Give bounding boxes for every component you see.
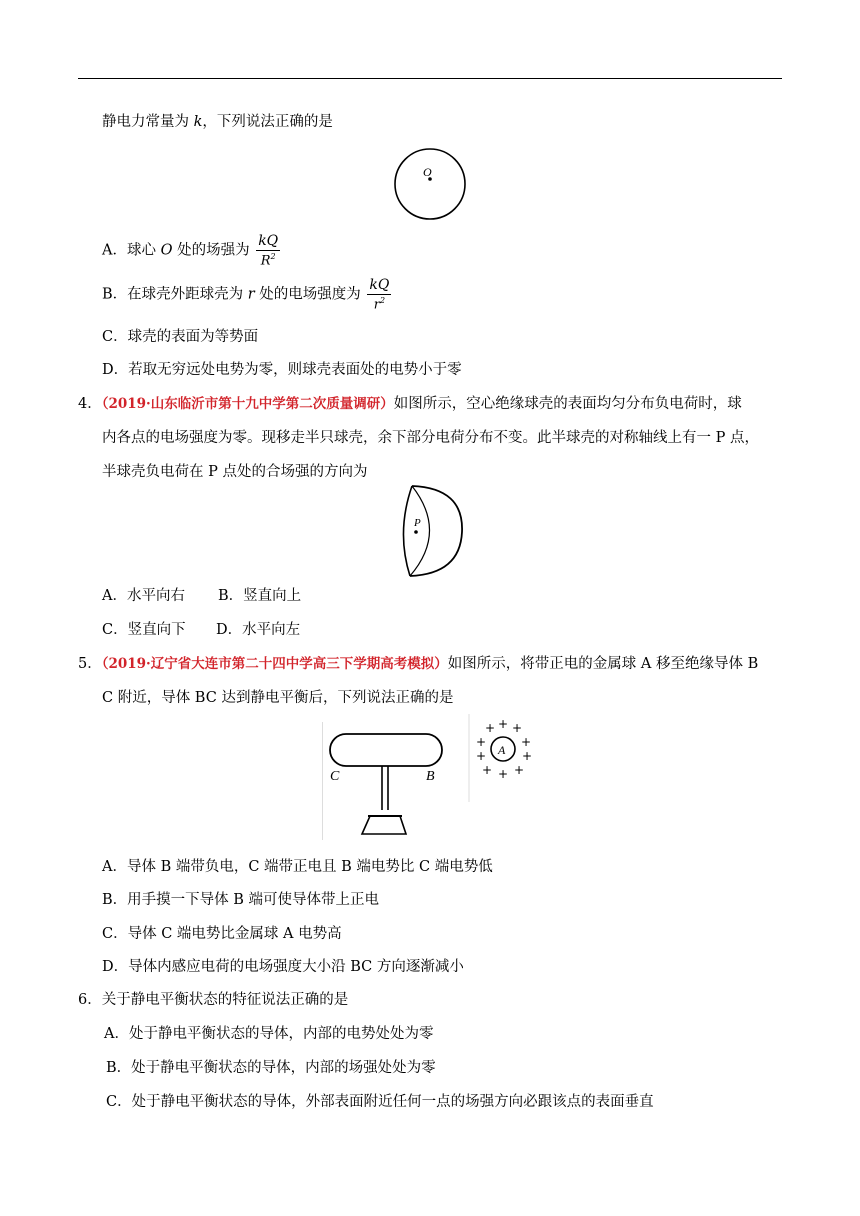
field-formula-a: $\frac{kQ}{R^2}$ (258, 233, 279, 269)
question-5-option-c: C．导体 C 端电势比金属球 A 电势高 (102, 926, 342, 942)
question-5-line1: 5．（2019·辽宁省大连市第二十四中学高三下学期高考模拟）如图所示，将带正电的金属球 A 移至绝缘导体 B (78, 656, 759, 672)
svg-text:+: + (482, 763, 493, 777)
svg-text:+: + (476, 749, 487, 763)
prev-option-a: A．球心 O 处的场强为 $\frac{kQ}{R^2}$ (102, 233, 279, 269)
question-6-option-b: B．处于静电平衡状态的导体，内部的场强处处为零 (106, 1060, 436, 1076)
sphere-a-label: A (498, 743, 506, 757)
hemisphere-outer-arc (410, 486, 462, 576)
question-5-option-b: B．用手摸一下导体 B 端可使导体带上正电 (102, 892, 380, 908)
svg-text:+: + (522, 749, 533, 763)
svg-text:+: + (521, 735, 532, 749)
question-4-source: （2019·山东临沂市第十九中学第二次质量调研） (101, 396, 394, 412)
end-c-label: C (330, 769, 340, 784)
svg-text:+: + (485, 721, 496, 735)
field-formula-b: $\frac{kQ}{r^2}$ (369, 277, 390, 313)
prev-question-stem: 静电力常量为 k，下列说法正确的是 (102, 114, 333, 130)
question-4-option-d: D．水平向左 (216, 622, 301, 638)
hemisphere-inner-edge (410, 486, 430, 576)
conductor-and-sphere-figure (322, 712, 542, 842)
header-rule (78, 78, 782, 79)
point-p-label: P (414, 517, 421, 529)
svg-text:+: + (512, 721, 523, 735)
question-5-source: （2019·辽宁省大连市第二十四中学高三下学期高考模拟） (101, 656, 448, 672)
question-4-line1: 4．（2019·山东临沂市第十九中学第二次质量调研）如图所示，空心绝缘球壳的表面均匀分布负电荷时，球 (78, 396, 742, 412)
svg-text:+: + (498, 717, 509, 731)
question-4-option-b: B．竖直向上 (218, 588, 302, 604)
prev-option-d: D．若取无穷远处电势为零，则球壳表面处的电势小于零 (102, 362, 462, 378)
question-5-option-a: A．导体 B 端带负电，C 端带正电且 B 端电势比 C 端电势低 (102, 859, 493, 875)
end-b-label: B (426, 769, 435, 784)
prev-option-b: B．在球壳外距球壳为 r 处的电场强度为 $\frac{kQ}{r^2}$ (102, 277, 390, 313)
svg-text:+: + (476, 735, 487, 749)
prev-option-c: C．球壳的表面为等势面 (102, 329, 259, 345)
question-4-option-c: C．竖直向下 (102, 622, 186, 638)
hemisphere-rim (403, 486, 412, 576)
center-label: O (423, 165, 432, 179)
point-p (414, 530, 418, 534)
svg-text:+: + (514, 763, 525, 777)
svg-text:+: + (498, 767, 509, 781)
sphere-shell-figure (392, 146, 468, 222)
question-6-option-a: A．处于静电平衡状态的导体，内部的电势处处为零 (104, 1026, 434, 1042)
question-5-line2: C 附近，导体 BC 达到静电平衡后，下列说法正确的是 (102, 690, 454, 706)
question-6-stem: 6．关于静电平衡状态的特征说法正确的是 (78, 992, 349, 1008)
stand-base (362, 816, 406, 834)
question-4-line3: 半球壳负电荷在 P 点处的合场强的方向为 (102, 464, 368, 480)
question-5-option-d: D．导体内感应电荷的电场强度大小沿 BC 方向逐渐减小 (102, 959, 464, 975)
question-4-line2: 内各点的电场强度为零。现移走半只球壳，余下部分电荷分布不变。此半球壳的对称轴线上有一 P 点， (102, 430, 759, 446)
question-6-option-c: C．处于静电平衡状态的导体，外部表面附近任何一点的场强方向必跟该点的表面垂直 (106, 1094, 654, 1110)
conductor-bc (330, 734, 442, 766)
sphere-outline (395, 149, 465, 219)
question-4-option-a: A．水平向右 (102, 588, 185, 604)
hemisphere-shell-figure (396, 482, 466, 580)
